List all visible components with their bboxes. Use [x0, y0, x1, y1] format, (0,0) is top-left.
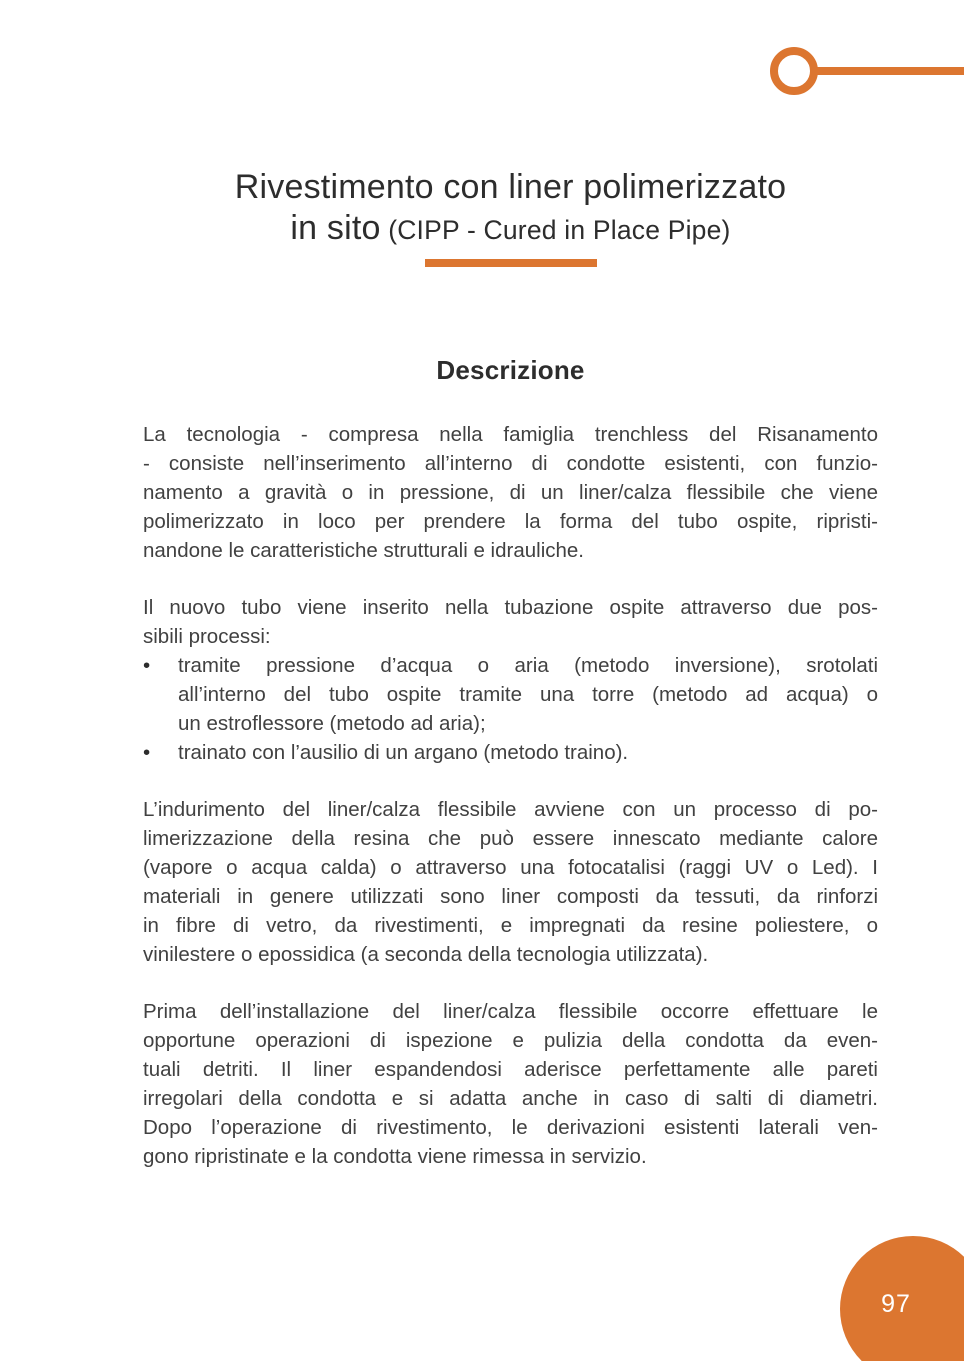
paragraph-technology-overview: La tecnologia - compresa nella famiglia trenchless del Risanamento - consiste nell’inserimento all’interno di condotte esistenti, con funzio- namento a gravità o in pressione, di un liner/calza flessibile che viene polimerizzato in loco per prendere la forma del tubo ospite, ripristi- nandone le caratteristiche strutturali e idrauliche.: [143, 423, 878, 562]
body-content: [143, 420, 878, 1199]
paragraph-insertion-intro: Il nuovo tubo viene inserito nella tubazione ospite attraverso due pos- sibili processi:: [143, 596, 878, 648]
page-title-line2-sub: (CIPP - Cured in Place Pipe): [380, 215, 731, 245]
page-title-line1: Rivestimento con liner polimerizzato: [234, 168, 787, 206]
header-rule-line: [816, 67, 964, 75]
paragraph-installation-preparation: Prima dell’installazione del liner/calza flessibile occorre effettuare le opportune operazioni di ispezione e pulizia della condotta da even- tuali detriti. Il liner espandendosi aderisce perfettamente alle pareti irregolari della condotta e si adatta anche in caso di salti di diametri. Dopo l’operazione di rivestimento, le derivazioni esistenti laterali ven- gono ripristinate e la condotta viene rimessa in servizio.: [143, 1000, 878, 1168]
bullet-icon: •: [143, 741, 151, 764]
list-item: [143, 651, 878, 738]
list-item: [143, 738, 878, 767]
section-heading: Descrizione: [436, 355, 585, 385]
list-item-text: tramite pressione d’acqua o aria (metodo inversione), srotolati all’interno del tubo ospite tramite una torre (metodo ad acqua) o un estroflessore (metodo ad aria);: [178, 654, 878, 735]
page-number: 97: [881, 1290, 911, 1318]
insertion-methods-list: [143, 651, 878, 767]
list-item-text: trainato con l’ausilio di un argano (metodo traino).: [178, 741, 629, 764]
page-title-line2-main: in sito: [290, 209, 381, 247]
ring-decoration-icon: [770, 47, 818, 95]
paragraph-curing-process: L’indurimento del liner/calza flessibile avviene con un processo di po- limerizzazione della resina che può essere innescato mediante calore (vapore o acqua calda) o attraverso una fotocatalisi (raggi UV o Led). I materiali in genere utilizzati sono liner composti da tessuti, da rinforzi in fibre di vetro, da rivestimenti, e impregnati da resine poliestere, o vinilestere o epossidica (a seconda della tecnologia utilizzata).: [143, 798, 878, 966]
page-title: [143, 166, 878, 267]
title-underline-bar: [425, 259, 597, 267]
page-title-line2: [143, 208, 878, 250]
bullet-icon: •: [143, 654, 151, 677]
